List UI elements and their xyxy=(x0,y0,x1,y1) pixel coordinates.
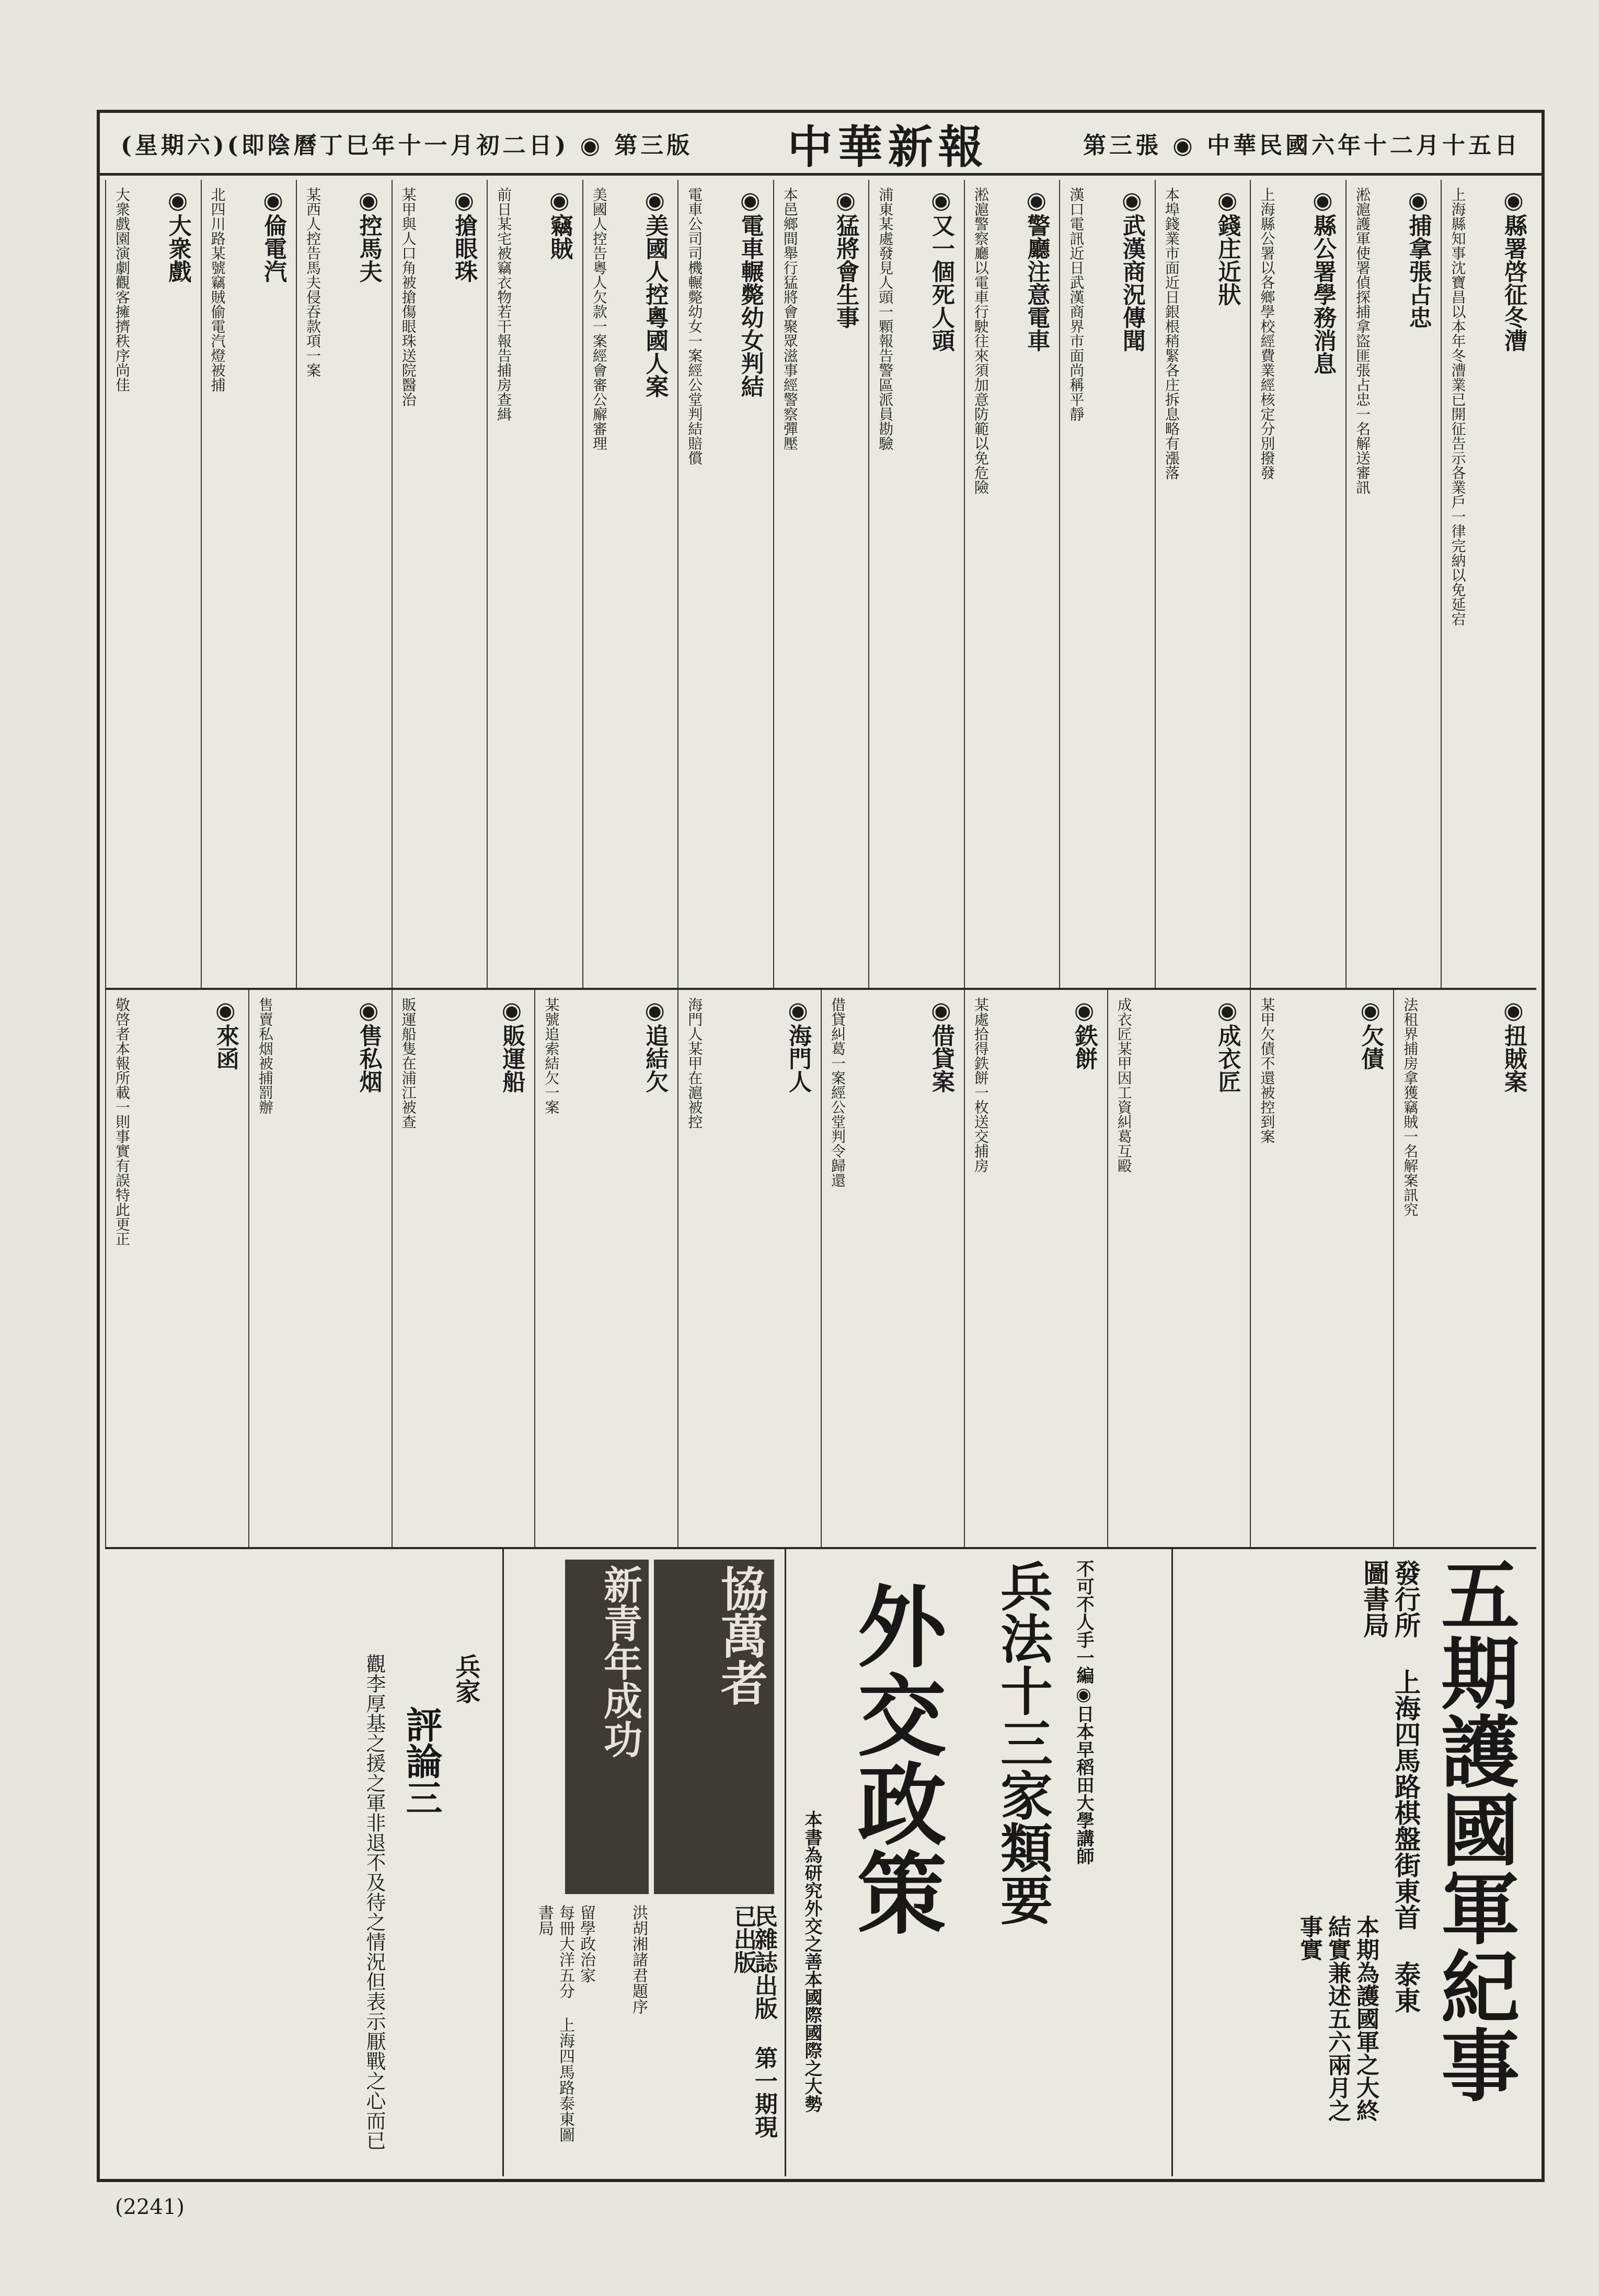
ad-xinqing-sub: 留學政治家 xyxy=(577,1905,595,1983)
news-article xyxy=(1345,180,1441,988)
article-body: 電車公司司機輾斃幼女一案經公堂判結賠償 xyxy=(686,187,704,465)
ad-waijiao-title: 外交政策 xyxy=(842,1580,947,1936)
ad-xiewan-box: 協萬者 xyxy=(654,1560,774,1894)
article-body: 北四川路某號竊賊偷電汽燈被捕 xyxy=(209,187,226,392)
article-headline: ◉追結欠 xyxy=(641,997,669,1093)
article-body: 美國人控告粵人欠款一案經會審公廨審理 xyxy=(590,187,608,451)
news-columns-top xyxy=(105,180,1536,988)
article-headline: ◉猛將會生事 xyxy=(832,187,859,329)
news-article xyxy=(1250,990,1393,1547)
ad-guohun-sub: 本期為護國軍之大終結實兼述五六兩月之事實 xyxy=(1296,1915,1379,2122)
ad-divider-1 xyxy=(1171,1549,1173,2176)
news-article xyxy=(1059,180,1155,988)
news-article xyxy=(201,180,296,988)
ads-band xyxy=(105,1549,1536,2176)
news-article xyxy=(677,990,821,1547)
article-body: 借貸糾葛一案經公堂判令歸還 xyxy=(829,997,847,1187)
article-body: 浦東某處發見人頭一顆報告警區派員勘驗 xyxy=(877,187,894,451)
article-body: 淞滬警察廳以電車行駛往來須加意防範以免危險 xyxy=(972,187,990,494)
newspaper-page xyxy=(97,110,1545,2182)
article-headline: ◉倫電汽 xyxy=(260,187,287,283)
commentary-author: 兵家 xyxy=(451,1654,480,1704)
article-headline: ◉電車輾斃幼女判結 xyxy=(737,187,764,398)
ad-xiewan-sub: 洪胡湘諸君題序 xyxy=(629,1905,648,2014)
news-band-middle xyxy=(105,990,1536,1549)
article-body: 敬啓者本報所載一則事實有誤特此更正 xyxy=(113,997,131,1246)
article-headline: ◉成衣匠 xyxy=(1214,997,1241,1093)
article-body: 某西人控告馬夫侵吞款項一案 xyxy=(304,187,322,377)
masthead xyxy=(100,113,1542,176)
ad-bingfa-title: 兵法十三家類要 xyxy=(992,1560,1053,1925)
news-article xyxy=(1107,990,1250,1547)
article-body: 本埠錢業市面近日銀根稍緊各庄拆息略有漲落 xyxy=(1163,187,1180,480)
article-headline: ◉警廳注意電車 xyxy=(1023,187,1050,352)
article-body: 法租界捕房拿獲竊賊一名解案訊究 xyxy=(1401,997,1419,1217)
news-article xyxy=(773,180,869,988)
article-headline: ◉控馬夫 xyxy=(355,187,382,283)
article-body: 海門人某甲在滬被控 xyxy=(686,997,704,1129)
ad-bingfa-body: 不可不人手一編◉日本早稻田大學講師 xyxy=(1073,1560,1094,1865)
news-article xyxy=(392,990,535,1547)
news-columns-middle xyxy=(105,990,1536,1547)
article-headline: ◉搶眼珠 xyxy=(451,187,478,283)
news-article xyxy=(1250,180,1345,988)
ad-minzhi: 民雜誌出版 第一期現已出版 xyxy=(730,1905,777,2138)
news-article xyxy=(1155,180,1250,988)
ad-guohun-pub: 發行所 上海四馬路棋盤街東首 泰東圖書局 xyxy=(1359,1560,1421,2013)
news-article xyxy=(964,990,1107,1547)
news-article xyxy=(534,990,677,1547)
masthead-left-label: (星期六)(即陰曆丁巳年十一月初二日) ◉ 第三版 xyxy=(121,132,693,159)
ad-waijiao-body: 本書為研究外交之善本國際國際之大勢 xyxy=(801,1810,822,2113)
article-body: 本邑鄉間舉行猛將會聚眾滋事經警察彈壓 xyxy=(781,187,799,451)
article-headline: ◉縣署啓征冬漕 xyxy=(1500,187,1527,352)
news-article xyxy=(392,180,487,988)
article-body: 某甲與人口角被搶傷眼珠送院醫治 xyxy=(399,187,417,407)
article-headline: ◉借貸案 xyxy=(927,997,954,1093)
article-headline: ◉售私烟 xyxy=(355,997,382,1093)
news-article xyxy=(1441,180,1536,988)
news-article xyxy=(821,990,964,1547)
ad-divider-2 xyxy=(785,1549,786,2176)
article-headline: ◉武漢商況傳聞 xyxy=(1118,187,1145,352)
article-headline: ◉鉄餅 xyxy=(1071,997,1098,1070)
masthead-right-label: 第三張 ◉ 中華民國六年十二月十五日 xyxy=(1083,132,1521,159)
news-article xyxy=(296,180,392,988)
article-body: 大衆戲園演劇觀客擁擠秩序尚佳 xyxy=(113,187,131,392)
article-headline: ◉販運船 xyxy=(498,997,525,1093)
article-headline: ◉欠債 xyxy=(1357,997,1384,1070)
news-article xyxy=(105,180,201,988)
article-body: 販運船隻在浦江被查 xyxy=(399,997,417,1129)
news-article xyxy=(868,180,964,988)
article-body: 上海縣公署以各鄉學校經費業經核定分別撥發 xyxy=(1258,187,1276,480)
article-headline: ◉又一個死人頭 xyxy=(927,187,954,352)
article-headline: ◉捕拿張占忠 xyxy=(1405,187,1432,329)
ad-divider-3 xyxy=(502,1549,504,2176)
article-body: 售賣私烟被捕罰辦 xyxy=(256,997,274,1114)
article-body: 某處拾得鉄餅一枚送交捕房 xyxy=(972,997,990,1173)
news-band-top xyxy=(105,180,1536,990)
news-article xyxy=(582,180,678,988)
news-article xyxy=(105,990,248,1547)
ads-area xyxy=(105,1549,1536,2176)
commentary-body: 觀李厚基之援之軍非退不及待之情況但表示厭戰之心而已 xyxy=(363,1654,386,2150)
ad-guohun-title: 五期護國軍紀事 xyxy=(1428,1554,1520,2103)
article-headline: ◉美國人控粵國人案 xyxy=(641,187,669,398)
article-body: 某號追索結欠一案 xyxy=(543,997,560,1114)
article-headline: ◉錢庄近狀 xyxy=(1214,187,1241,306)
article-headline: ◉大衆戲 xyxy=(164,187,191,283)
article-headline: ◉扭賊案 xyxy=(1500,997,1527,1093)
article-body: 成衣匠某甲因工資糾葛互毆 xyxy=(1115,997,1133,1173)
news-article xyxy=(248,990,392,1547)
article-body: 某甲欠債不還被控到案 xyxy=(1258,997,1276,1144)
ad-xinqing-box: 新青年成功 xyxy=(565,1560,649,1894)
article-body: 漢口電訊近日武漢商界市面尚稱平靜 xyxy=(1067,187,1085,421)
masthead-title: 中華新報 xyxy=(787,120,988,174)
commentary-title: 評論三 xyxy=(400,1706,443,1816)
page-number: (2241) xyxy=(115,2195,185,2219)
news-article xyxy=(964,180,1060,988)
news-article xyxy=(487,180,582,988)
article-body: 上海縣知事沈寶昌以本年冬漕業已開征告示各業戶一律完納以免延宕 xyxy=(1449,187,1467,626)
news-article xyxy=(1393,990,1536,1547)
article-headline: ◉來函 xyxy=(212,997,239,1070)
ad-price: 每冊大洋五分 上海四馬路泰東圖書局 xyxy=(535,1905,574,2142)
article-body: 淞滬護軍使署偵探捕拿盜匪張占忠一名解送審訊 xyxy=(1353,187,1371,494)
news-article xyxy=(677,180,773,988)
article-headline: ◉竊賊 xyxy=(546,187,573,260)
article-body: 前日某宅被竊衣物若干報告捕房查緝 xyxy=(495,187,513,421)
article-headline: ◉海門人 xyxy=(785,997,812,1093)
article-headline: ◉縣公署學務消息 xyxy=(1309,187,1336,375)
